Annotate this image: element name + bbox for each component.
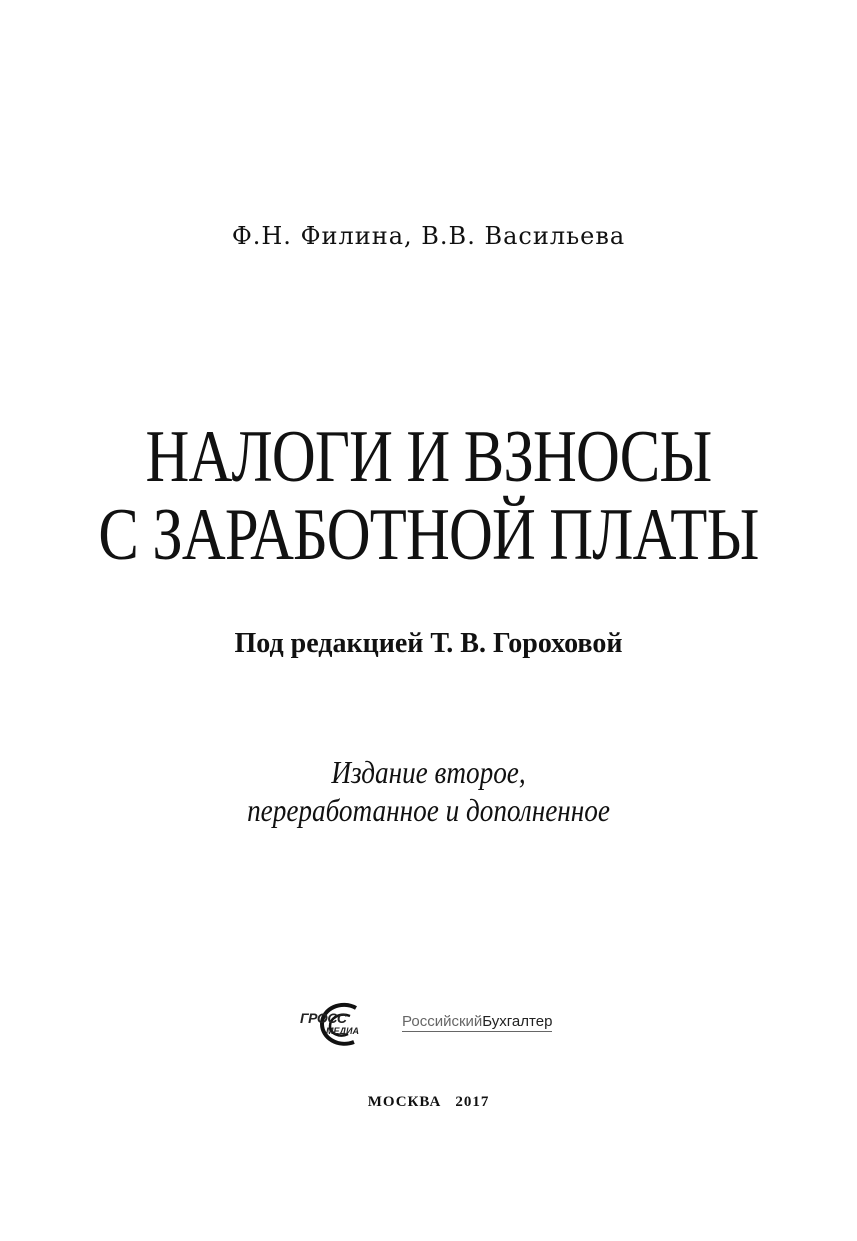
edition-line-2: переработанное и дополненное: [247, 792, 610, 828]
gross-media-word: ГРОСС: [300, 1010, 347, 1026]
book-title-line-1: НАЛОГИ И ВЗНОСЫ: [145, 416, 712, 498]
imprint-year: 2017: [455, 1094, 490, 1110]
gross-media-sub: МЕДИА: [326, 1026, 359, 1036]
book-title-line-2: С ЗАРАБОТНОЙ ПЛАТЫ: [98, 494, 759, 576]
publisher-logos: [0, 1002, 857, 1048]
edition-line-1: Издание второе,: [331, 754, 526, 790]
book-title: [0, 418, 857, 574]
gross-media-logo: [296, 1002, 372, 1048]
imprint: [0, 1094, 857, 1111]
authors: Ф.Н. Филина, В.В. Васильева: [231, 222, 626, 250]
imprint-city: МОСКВА: [367, 1094, 442, 1110]
edition-note: [0, 753, 857, 829]
rb-logo-part-1: Российский: [402, 1013, 483, 1030]
rossiyskiy-bukhgalter-logo: [402, 1013, 552, 1032]
rb-logo-part-2: Бухгалтер: [482, 1013, 553, 1030]
editor-line: Под редакцией Т. В. Гороховой: [234, 628, 623, 659]
